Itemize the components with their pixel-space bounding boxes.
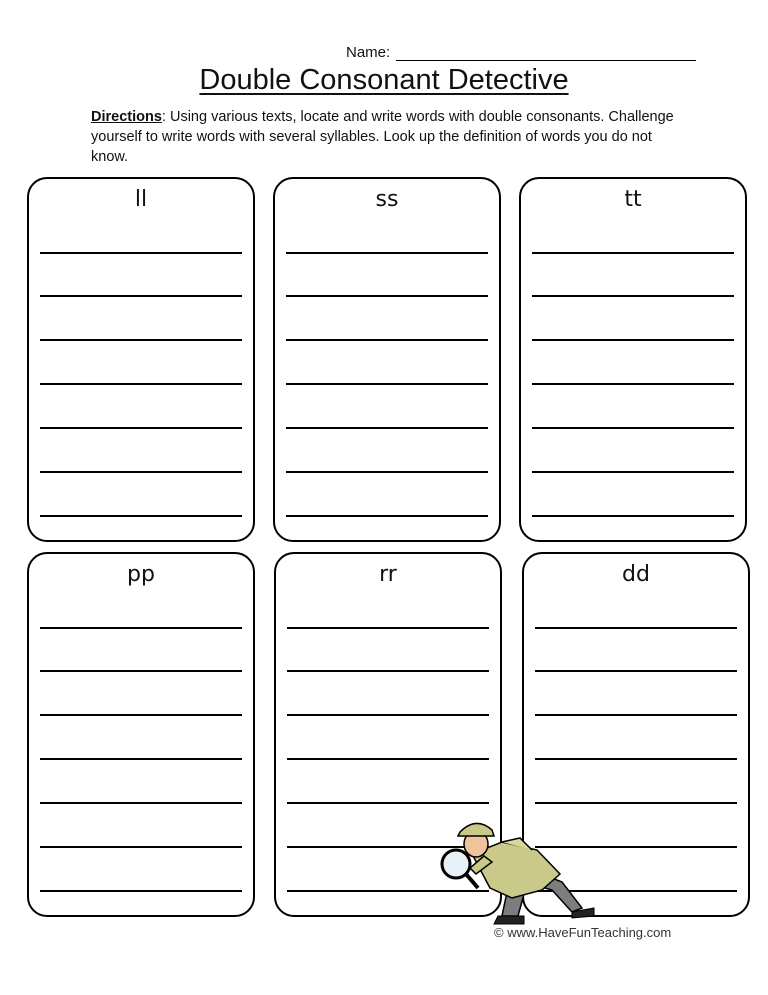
writing-line[interactable] xyxy=(535,802,737,804)
writing-line[interactable] xyxy=(286,383,488,385)
directions-lead: Directions xyxy=(91,109,162,125)
box-label: dd xyxy=(622,562,650,587)
writing-line[interactable] xyxy=(286,515,488,517)
writing-line[interactable] xyxy=(286,295,488,297)
writing-line[interactable] xyxy=(532,295,734,297)
box-tt xyxy=(519,177,747,542)
writing-line[interactable] xyxy=(287,714,489,716)
writing-line[interactable] xyxy=(40,427,242,429)
writing-line[interactable] xyxy=(40,890,242,892)
box-label: pp xyxy=(127,562,155,587)
writing-line[interactable] xyxy=(287,627,489,629)
box-ss xyxy=(273,177,501,542)
writing-line[interactable] xyxy=(532,471,734,473)
writing-line[interactable] xyxy=(532,515,734,517)
writing-line[interactable] xyxy=(287,670,489,672)
writing-line[interactable] xyxy=(535,758,737,760)
writing-line[interactable] xyxy=(40,295,242,297)
directions-text: : Using various texts, locate and write words with double consonants. Challenge yourself to write words with several syllables. Look up the definition of words you do not know. xyxy=(91,109,674,165)
writing-line[interactable] xyxy=(535,670,737,672)
writing-line[interactable] xyxy=(532,252,734,254)
writing-line[interactable] xyxy=(40,252,242,254)
writing-line[interactable] xyxy=(40,714,242,716)
box-label: tt xyxy=(624,187,642,212)
box-label: ll xyxy=(134,187,148,212)
writing-line[interactable] xyxy=(40,471,242,473)
directions xyxy=(91,107,691,167)
detective-with-magnifying-glass-icon xyxy=(432,812,597,928)
writing-line[interactable] xyxy=(40,846,242,848)
writing-line[interactable] xyxy=(40,802,242,804)
name-field-row xyxy=(346,44,696,61)
writing-line[interactable] xyxy=(532,339,734,341)
copyright-footer: © www.HaveFunTeaching.com xyxy=(494,925,672,940)
writing-line[interactable] xyxy=(286,471,488,473)
writing-line[interactable] xyxy=(287,802,489,804)
writing-line[interactable] xyxy=(535,714,737,716)
writing-line[interactable] xyxy=(40,383,242,385)
writing-line[interactable] xyxy=(40,339,242,341)
box-ll xyxy=(27,177,255,542)
name-label: Name: xyxy=(346,44,391,61)
writing-line[interactable] xyxy=(532,383,734,385)
writing-line[interactable] xyxy=(535,627,737,629)
writing-line[interactable] xyxy=(286,252,488,254)
writing-line[interactable] xyxy=(532,427,734,429)
name-line[interactable] xyxy=(396,46,696,61)
writing-line[interactable] xyxy=(287,758,489,760)
box-label: rr xyxy=(379,562,397,587)
writing-line[interactable] xyxy=(286,339,488,341)
writing-line[interactable] xyxy=(40,670,242,672)
box-pp xyxy=(27,552,255,917)
writing-line[interactable] xyxy=(40,758,242,760)
writing-line[interactable] xyxy=(286,427,488,429)
box-label: ss xyxy=(375,187,399,212)
writing-line[interactable] xyxy=(40,627,242,629)
page-title: Double Consonant Detective xyxy=(199,64,569,96)
writing-line[interactable] xyxy=(40,515,242,517)
